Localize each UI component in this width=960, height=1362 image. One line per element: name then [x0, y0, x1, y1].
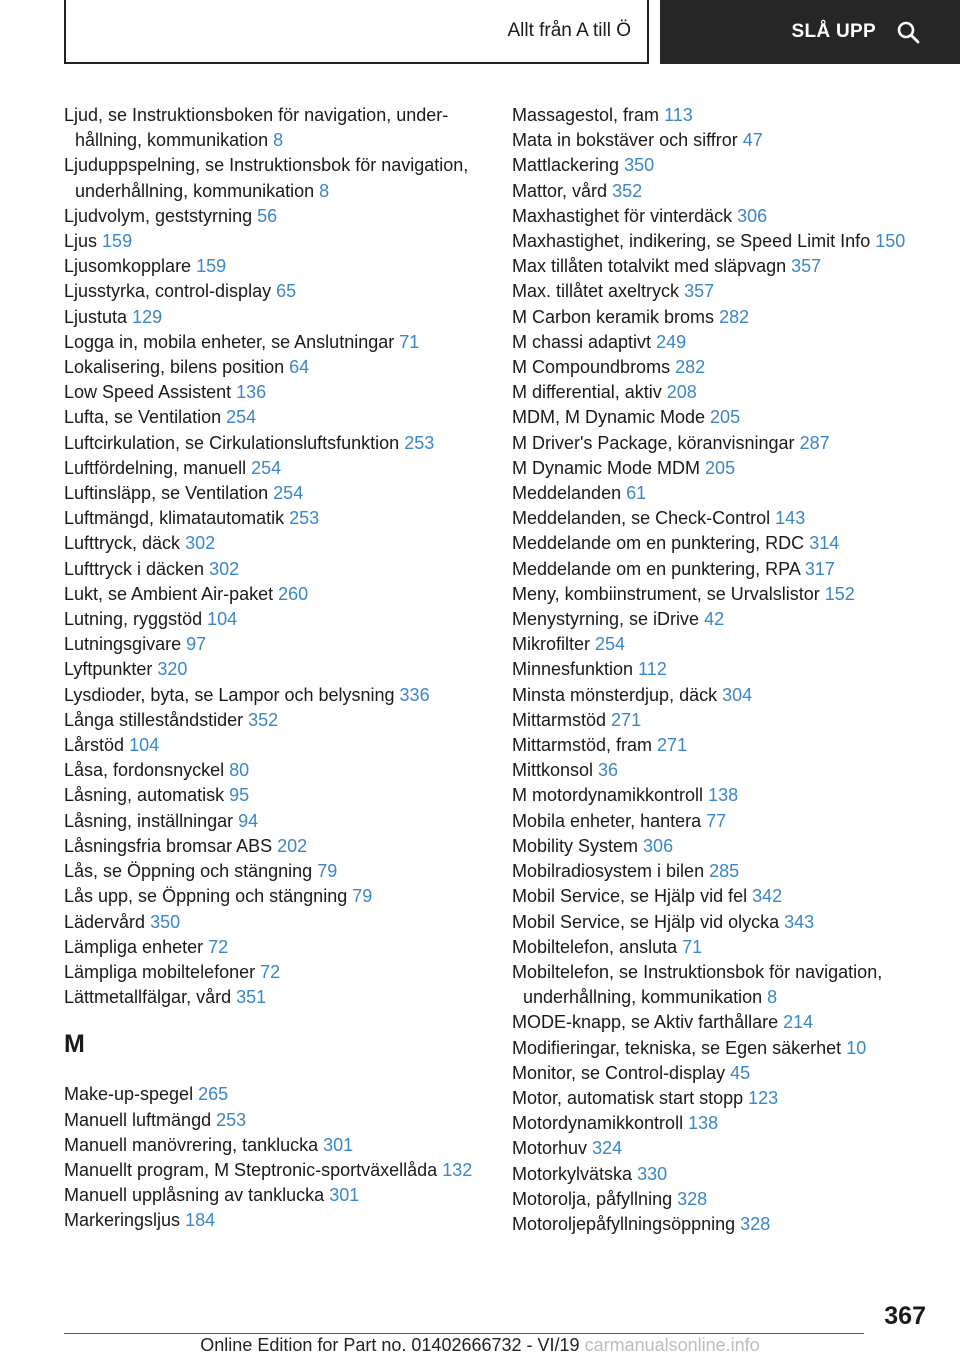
- index-entry: [64, 1208, 494, 1233]
- entry-term: Mobilradiosystem i bilen: [512, 861, 705, 882]
- index-entry: [512, 531, 932, 556]
- entry-term: Meddelande om en punktering, RDC: [512, 533, 805, 554]
- index-entry: [64, 809, 494, 834]
- index-entry: [64, 431, 494, 456]
- entry-term: Make-up-spegel: [64, 1084, 194, 1105]
- index-entry: [64, 254, 494, 279]
- page-link[interactable]: 138: [688, 1113, 719, 1134]
- entry-term: Low Speed Assistent: [64, 382, 232, 403]
- entry-term: Ljusstyrka, control-display: [64, 281, 272, 302]
- index-entry: [64, 1133, 494, 1158]
- index-entry: [512, 103, 932, 128]
- page-link[interactable]: 254: [273, 483, 304, 504]
- index-entry: [512, 1010, 932, 1035]
- page-link[interactable]: 159: [102, 231, 133, 252]
- entry-term: Lufttryck, däck: [64, 533, 181, 554]
- page-link[interactable]: 350: [150, 911, 181, 932]
- page-link[interactable]: 271: [657, 735, 688, 756]
- page-link[interactable]: 8: [767, 987, 778, 1008]
- search-icon: [896, 20, 920, 44]
- entry-term: M chassi adaptivt: [512, 331, 652, 352]
- entry-term: Mittarmstöd, fram: [512, 735, 653, 756]
- page-link[interactable]: 8: [319, 180, 330, 201]
- index-entry: [64, 279, 494, 304]
- page-link[interactable]: 71: [682, 936, 703, 957]
- entry-term: MODE-knapp, se Aktiv farthållare: [512, 1012, 779, 1033]
- index-entry: [64, 1082, 494, 1107]
- index-entry: [64, 405, 494, 430]
- entry-term: Motoroljepåfyllningsöppning: [512, 1213, 736, 1234]
- entry-term: Lämpliga mobiltelefoner: [64, 961, 256, 982]
- entry-term: Motorkylvätska: [512, 1163, 633, 1184]
- entry-term: Ljuduppspelning, se Instruktionsbok för navigation, underhållning, kommunikation: [64, 155, 469, 201]
- page-link[interactable]: 249: [656, 331, 687, 352]
- index-entry: [64, 531, 494, 556]
- entry-term: Max tillåten totalvikt med släpvagn: [512, 256, 787, 277]
- page-link[interactable]: 104: [207, 609, 238, 630]
- index-entry: [512, 1036, 932, 1061]
- index-entry: [512, 380, 932, 405]
- index-entry: [512, 884, 932, 909]
- index-entry: [512, 279, 932, 304]
- page-link[interactable]: 342: [752, 886, 783, 907]
- page-link[interactable]: 351: [236, 987, 267, 1008]
- index-entry: [512, 809, 932, 834]
- entry-term: Motor, automatisk start stopp: [512, 1087, 744, 1108]
- index-entry: [512, 683, 932, 708]
- a-to-z-label: Allt från A till Ö: [507, 20, 631, 41]
- entry-term: Ljus: [64, 231, 98, 252]
- page-link[interactable]: 71: [399, 331, 420, 352]
- index-entry: [64, 305, 494, 330]
- index-entry: [64, 657, 494, 682]
- entry-term: Markeringsljus: [64, 1210, 181, 1231]
- index-entry: [512, 179, 932, 204]
- index-list-m: [64, 1082, 494, 1233]
- entry-term: M Carbon keramik broms: [512, 306, 715, 327]
- page-link[interactable]: 72: [260, 961, 281, 982]
- page-link[interactable]: 184: [185, 1210, 216, 1231]
- page-link[interactable]: 320: [157, 659, 188, 680]
- index-entry: [64, 683, 494, 708]
- page-link[interactable]: 143: [775, 508, 806, 529]
- index-entry: [512, 733, 932, 758]
- edition-text: Online Edition for Part no. 01402666732 - VI/19: [200, 1335, 580, 1355]
- entry-term: Luftinsläpp, se Ventilation: [64, 483, 269, 504]
- page-link[interactable]: 350: [624, 155, 655, 176]
- index-entry: [512, 632, 932, 657]
- entry-term: Lårstöd: [64, 735, 125, 756]
- page-link[interactable]: 254: [226, 407, 257, 428]
- index-entry: [64, 910, 494, 935]
- entry-term: Meddelanden: [512, 483, 622, 504]
- index-entry: [512, 153, 932, 178]
- entry-term: Monitor, se Control-display: [512, 1062, 726, 1083]
- index-list-l: [64, 103, 494, 1010]
- page-link[interactable]: 95: [229, 785, 250, 806]
- page-link[interactable]: 208: [666, 382, 697, 403]
- entry-term: M Compoundbroms: [512, 357, 671, 378]
- a-to-z-tab[interactable]: [64, 0, 649, 64]
- index-entry: [64, 733, 494, 758]
- page-link[interactable]: 152: [824, 583, 855, 604]
- page-link[interactable]: 72: [208, 936, 229, 957]
- page-link[interactable]: 282: [719, 306, 750, 327]
- page-link[interactable]: 330: [637, 1163, 668, 1184]
- entry-term: Lokalisering, bilens position: [64, 357, 285, 378]
- page-link[interactable]: 301: [329, 1185, 360, 1206]
- index-entry: [512, 607, 932, 632]
- entry-term: Mattlackering: [512, 155, 620, 176]
- page-link[interactable]: 328: [677, 1188, 708, 1209]
- index-entry: [64, 1183, 494, 1208]
- page-link[interactable]: 80: [229, 760, 250, 781]
- page-link[interactable]: 336: [399, 684, 430, 705]
- index-entry: [64, 456, 494, 481]
- page-link[interactable]: 150: [875, 231, 906, 252]
- index-entry: [512, 708, 932, 733]
- entry-term: Lyftpunkter: [64, 659, 153, 680]
- index-list-m-continued: [512, 103, 932, 1237]
- entry-term: Mata in bokstäver och siffror: [512, 130, 738, 151]
- entry-term: Mobiltelefon, ansluta: [512, 936, 678, 957]
- page-link[interactable]: 253: [289, 508, 320, 529]
- index-column-right: [512, 103, 932, 1237]
- entry-term: Lädervård: [64, 911, 146, 932]
- page-link[interactable]: 159: [196, 256, 227, 277]
- index-entry: [512, 1136, 932, 1161]
- entry-term: Ljudvolym, geststyrning: [64, 205, 253, 226]
- entry-term: MDM, M Dynamic Mode: [512, 407, 706, 428]
- entry-term: Meny, kombiinstrument, se Urvalslistor: [512, 583, 820, 604]
- index-entry: [512, 1111, 932, 1136]
- index-entry: [512, 859, 932, 884]
- index-entry: [512, 582, 932, 607]
- entry-term: Mikrofilter: [512, 634, 591, 655]
- index-entry: [512, 1061, 932, 1086]
- entry-term: Manuell manövrering, tanklucka: [64, 1134, 319, 1155]
- page-link[interactable]: 10: [846, 1037, 867, 1058]
- entry-term: Minsta mönsterdjup, däck: [512, 684, 718, 705]
- index-entry: [64, 1108, 494, 1133]
- page-link[interactable]: 328: [740, 1213, 771, 1234]
- entry-term: Motorhuv: [512, 1138, 588, 1159]
- page-number: 367: [884, 1302, 926, 1330]
- index-column-left: [64, 103, 494, 1234]
- index-entry: [512, 1086, 932, 1111]
- page-link[interactable]: 287: [799, 432, 830, 453]
- entry-term: Max. tillåtet axeltryck: [512, 281, 680, 302]
- entry-term: Menystyrning, se iDrive: [512, 609, 700, 630]
- entry-term: Lutningsgivare: [64, 634, 182, 655]
- index-entry: [64, 632, 494, 657]
- page-link[interactable]: 132: [442, 1159, 473, 1180]
- page-link[interactable]: 113: [664, 105, 693, 125]
- page-link[interactable]: 205: [705, 457, 736, 478]
- index-entry: [512, 305, 932, 330]
- entry-term: Mattor, vård: [512, 180, 608, 201]
- index-entry: [512, 481, 932, 506]
- index-entry: [512, 330, 932, 355]
- page-link[interactable]: 64: [289, 357, 310, 378]
- index-entry: [512, 834, 932, 859]
- entry-term: Minnesfunktion: [512, 659, 634, 680]
- index-entry: [512, 1212, 932, 1237]
- page-link[interactable]: 42: [704, 609, 725, 630]
- entry-term: Lufta, se Ventilation: [64, 407, 222, 428]
- index-entry: [64, 884, 494, 909]
- entry-term: Luftcirkulation, se Cirkulationsluftsfunktion: [64, 432, 400, 453]
- index-entry: [64, 557, 494, 582]
- entry-term: Manuellt program, M Steptronic-sportväxellåda: [64, 1159, 438, 1180]
- entry-term: M Driver's Package, köranvisningar: [512, 432, 795, 453]
- page-link[interactable]: 260: [278, 583, 309, 604]
- page-link[interactable]: 343: [784, 911, 815, 932]
- page-link[interactable]: 352: [612, 180, 643, 201]
- entry-term: Låsningsfria bromsar ABS: [64, 835, 273, 856]
- page-link[interactable]: 202: [277, 835, 308, 856]
- entry-term: Maxhastighet för vinterdäck: [512, 205, 733, 226]
- page-link[interactable]: 352: [248, 709, 279, 730]
- entry-term: Lås, se Öppning och stängning: [64, 861, 313, 882]
- page-link[interactable]: 79: [317, 861, 338, 882]
- entry-term: Ljusomkopplare: [64, 256, 192, 277]
- index-entry: [512, 910, 932, 935]
- page-link[interactable]: 8: [273, 130, 284, 151]
- page-link[interactable]: 253: [404, 432, 435, 453]
- index-entry: [512, 1162, 932, 1187]
- index-entry: [512, 783, 932, 808]
- index-entry: [64, 1158, 494, 1183]
- index-entry: [512, 960, 932, 1010]
- letter-heading-m: M: [64, 1030, 85, 1059]
- index-entry: [64, 708, 494, 733]
- page-link[interactable]: 129: [132, 306, 163, 327]
- lookup-button[interactable]: [660, 0, 960, 64]
- index-entry: [64, 481, 494, 506]
- entry-term: Mobility System: [512, 835, 639, 856]
- index-entry: [512, 557, 932, 582]
- index-entry: [64, 783, 494, 808]
- entry-term: Låsning, inställningar: [64, 810, 234, 831]
- index-entry: [512, 254, 932, 279]
- page-link[interactable]: 357: [684, 281, 715, 302]
- entry-term: Ljustuta: [64, 306, 128, 327]
- index-entry: [64, 229, 494, 254]
- footer: [0, 1335, 960, 1356]
- entry-term: Manuell upplåsning av tanklucka: [64, 1185, 325, 1206]
- page-link[interactable]: 77: [706, 810, 727, 831]
- entry-term: Maxhastighet, indikering, se Speed Limit Info: [512, 231, 871, 252]
- index-entry: [512, 355, 932, 380]
- page-link[interactable]: 271: [611, 709, 642, 730]
- entry-term: Låsning, automatisk: [64, 785, 225, 806]
- page-link[interactable]: 301: [323, 1134, 354, 1155]
- lookup-label: SLÅ UPP: [791, 21, 876, 42]
- page-link[interactable]: 47: [742, 130, 763, 151]
- page-link[interactable]: 112: [638, 659, 667, 680]
- index-entry: [64, 985, 494, 1010]
- entry-term: Lättmetallfälgar, vård: [64, 987, 232, 1008]
- index-entry: [512, 758, 932, 783]
- index-entry: [512, 1187, 932, 1212]
- entry-term: Lås upp, se Öppning och stängning: [64, 886, 348, 907]
- index-entry: [64, 859, 494, 884]
- entry-term: Luftmängd, klimatautomatik: [64, 508, 285, 529]
- page-link[interactable]: 304: [722, 684, 753, 705]
- index-entry: [64, 758, 494, 783]
- entry-term: Lutning, ryggstöd: [64, 609, 203, 630]
- index-entry: [512, 506, 932, 531]
- entry-term: Ljud, se Instruktionsboken för navigation, underhållning, kommunikation: [64, 105, 449, 151]
- index-entry: [64, 355, 494, 380]
- index-entry: [64, 103, 494, 153]
- page-link[interactable]: 136: [236, 382, 267, 403]
- entry-term: M motordynamikkontroll: [512, 785, 704, 806]
- index-entry: [512, 657, 932, 682]
- page-link[interactable]: 65: [276, 281, 297, 302]
- entry-term: Lämpliga enheter: [64, 936, 204, 957]
- page-link[interactable]: 302: [209, 558, 240, 579]
- entry-term: Mobil Service, se Hjälp vid fel: [512, 886, 748, 907]
- page-link[interactable]: 254: [595, 634, 626, 655]
- page-link[interactable]: 94: [238, 810, 259, 831]
- page-link[interactable]: 138: [708, 785, 739, 806]
- page-link[interactable]: 282: [675, 357, 706, 378]
- entry-term: Långa stilleståndstider: [64, 709, 244, 730]
- entry-term: Mittkonsol: [512, 760, 594, 781]
- index-entry: [64, 153, 494, 203]
- page-link[interactable]: 302: [185, 533, 216, 554]
- page-link[interactable]: 306: [737, 205, 768, 226]
- page-link[interactable]: 253: [216, 1109, 247, 1130]
- index-entry: [512, 456, 932, 481]
- index-entry: [64, 834, 494, 859]
- entry-term: Låsa, fordonsnyckel: [64, 760, 225, 781]
- index-entry: [512, 431, 932, 456]
- entry-term: M Dynamic Mode MDM: [512, 457, 701, 478]
- page-link[interactable]: 45: [730, 1062, 751, 1083]
- page-link[interactable]: 306: [643, 835, 674, 856]
- entry-term: Motorolja, påfyllning: [512, 1188, 673, 1209]
- entry-term: Mobila enheter, hantera: [512, 810, 702, 831]
- index-entry: [64, 582, 494, 607]
- entry-term: Mobil Service, se Hjälp vid olycka: [512, 911, 780, 932]
- index-entry: [512, 935, 932, 960]
- index-entry: [64, 960, 494, 985]
- page-link[interactable]: 265: [198, 1084, 229, 1105]
- entry-term: Lysdioder, byta, se Lampor och belysning: [64, 684, 395, 705]
- page-link[interactable]: 285: [709, 861, 740, 882]
- page-link[interactable]: 79: [352, 886, 373, 907]
- index-entry: [64, 607, 494, 632]
- entry-term: Manuell luftmängd: [64, 1109, 212, 1130]
- page-link[interactable]: 36: [598, 760, 619, 781]
- entry-term: Motordynamikkontroll: [512, 1113, 684, 1134]
- page-link[interactable]: 61: [626, 483, 647, 504]
- entry-term: Meddelanden, se Check-Control: [512, 508, 771, 529]
- page-link[interactable]: 97: [186, 634, 207, 655]
- index-entry: [512, 204, 932, 229]
- index-entry: [512, 405, 932, 430]
- index-entry: [64, 935, 494, 960]
- index-entry: [512, 229, 932, 254]
- index-entry: [512, 128, 932, 153]
- index-entry: [64, 330, 494, 355]
- page-link[interactable]: 357: [791, 256, 822, 277]
- entry-term: Luftfördelning, manuell: [64, 457, 247, 478]
- page-link[interactable]: 317: [804, 558, 835, 579]
- entry-term: Lufttryck i däcken: [64, 558, 205, 579]
- entry-term: Mobiltelefon, se Instruktionsbok för navigation, underhållning, kommunikation: [512, 961, 883, 1008]
- page-link[interactable]: 214: [783, 1012, 814, 1033]
- entry-term: Massagestol, fram: [512, 105, 660, 125]
- page-link[interactable]: 104: [129, 735, 160, 756]
- index-entry: [64, 380, 494, 405]
- page-link[interactable]: 254: [251, 457, 282, 478]
- entry-term: Modifieringar, tekniska, se Egen säkerhet: [512, 1037, 842, 1058]
- entry-term: Lukt, se Ambient Air-paket: [64, 583, 274, 604]
- watermark-text: carmanualsonline.info: [584, 1335, 760, 1355]
- index-entry: [64, 506, 494, 531]
- page-link[interactable]: 324: [592, 1138, 623, 1159]
- page-link[interactable]: 205: [710, 407, 741, 428]
- page-link[interactable]: 123: [748, 1087, 779, 1108]
- entry-term: M differential, aktiv: [512, 382, 662, 403]
- footer-divider: [64, 1333, 864, 1334]
- entry-term: Mittarmstöd: [512, 709, 607, 730]
- page-link[interactable]: 56: [257, 205, 278, 226]
- entry-term: Meddelande om en punktering, RPA: [512, 558, 800, 579]
- page-link[interactable]: 314: [809, 533, 840, 554]
- index-entry: [64, 204, 494, 229]
- entry-term: Logga in, mobila enheter, se Anslutningar: [64, 331, 395, 352]
